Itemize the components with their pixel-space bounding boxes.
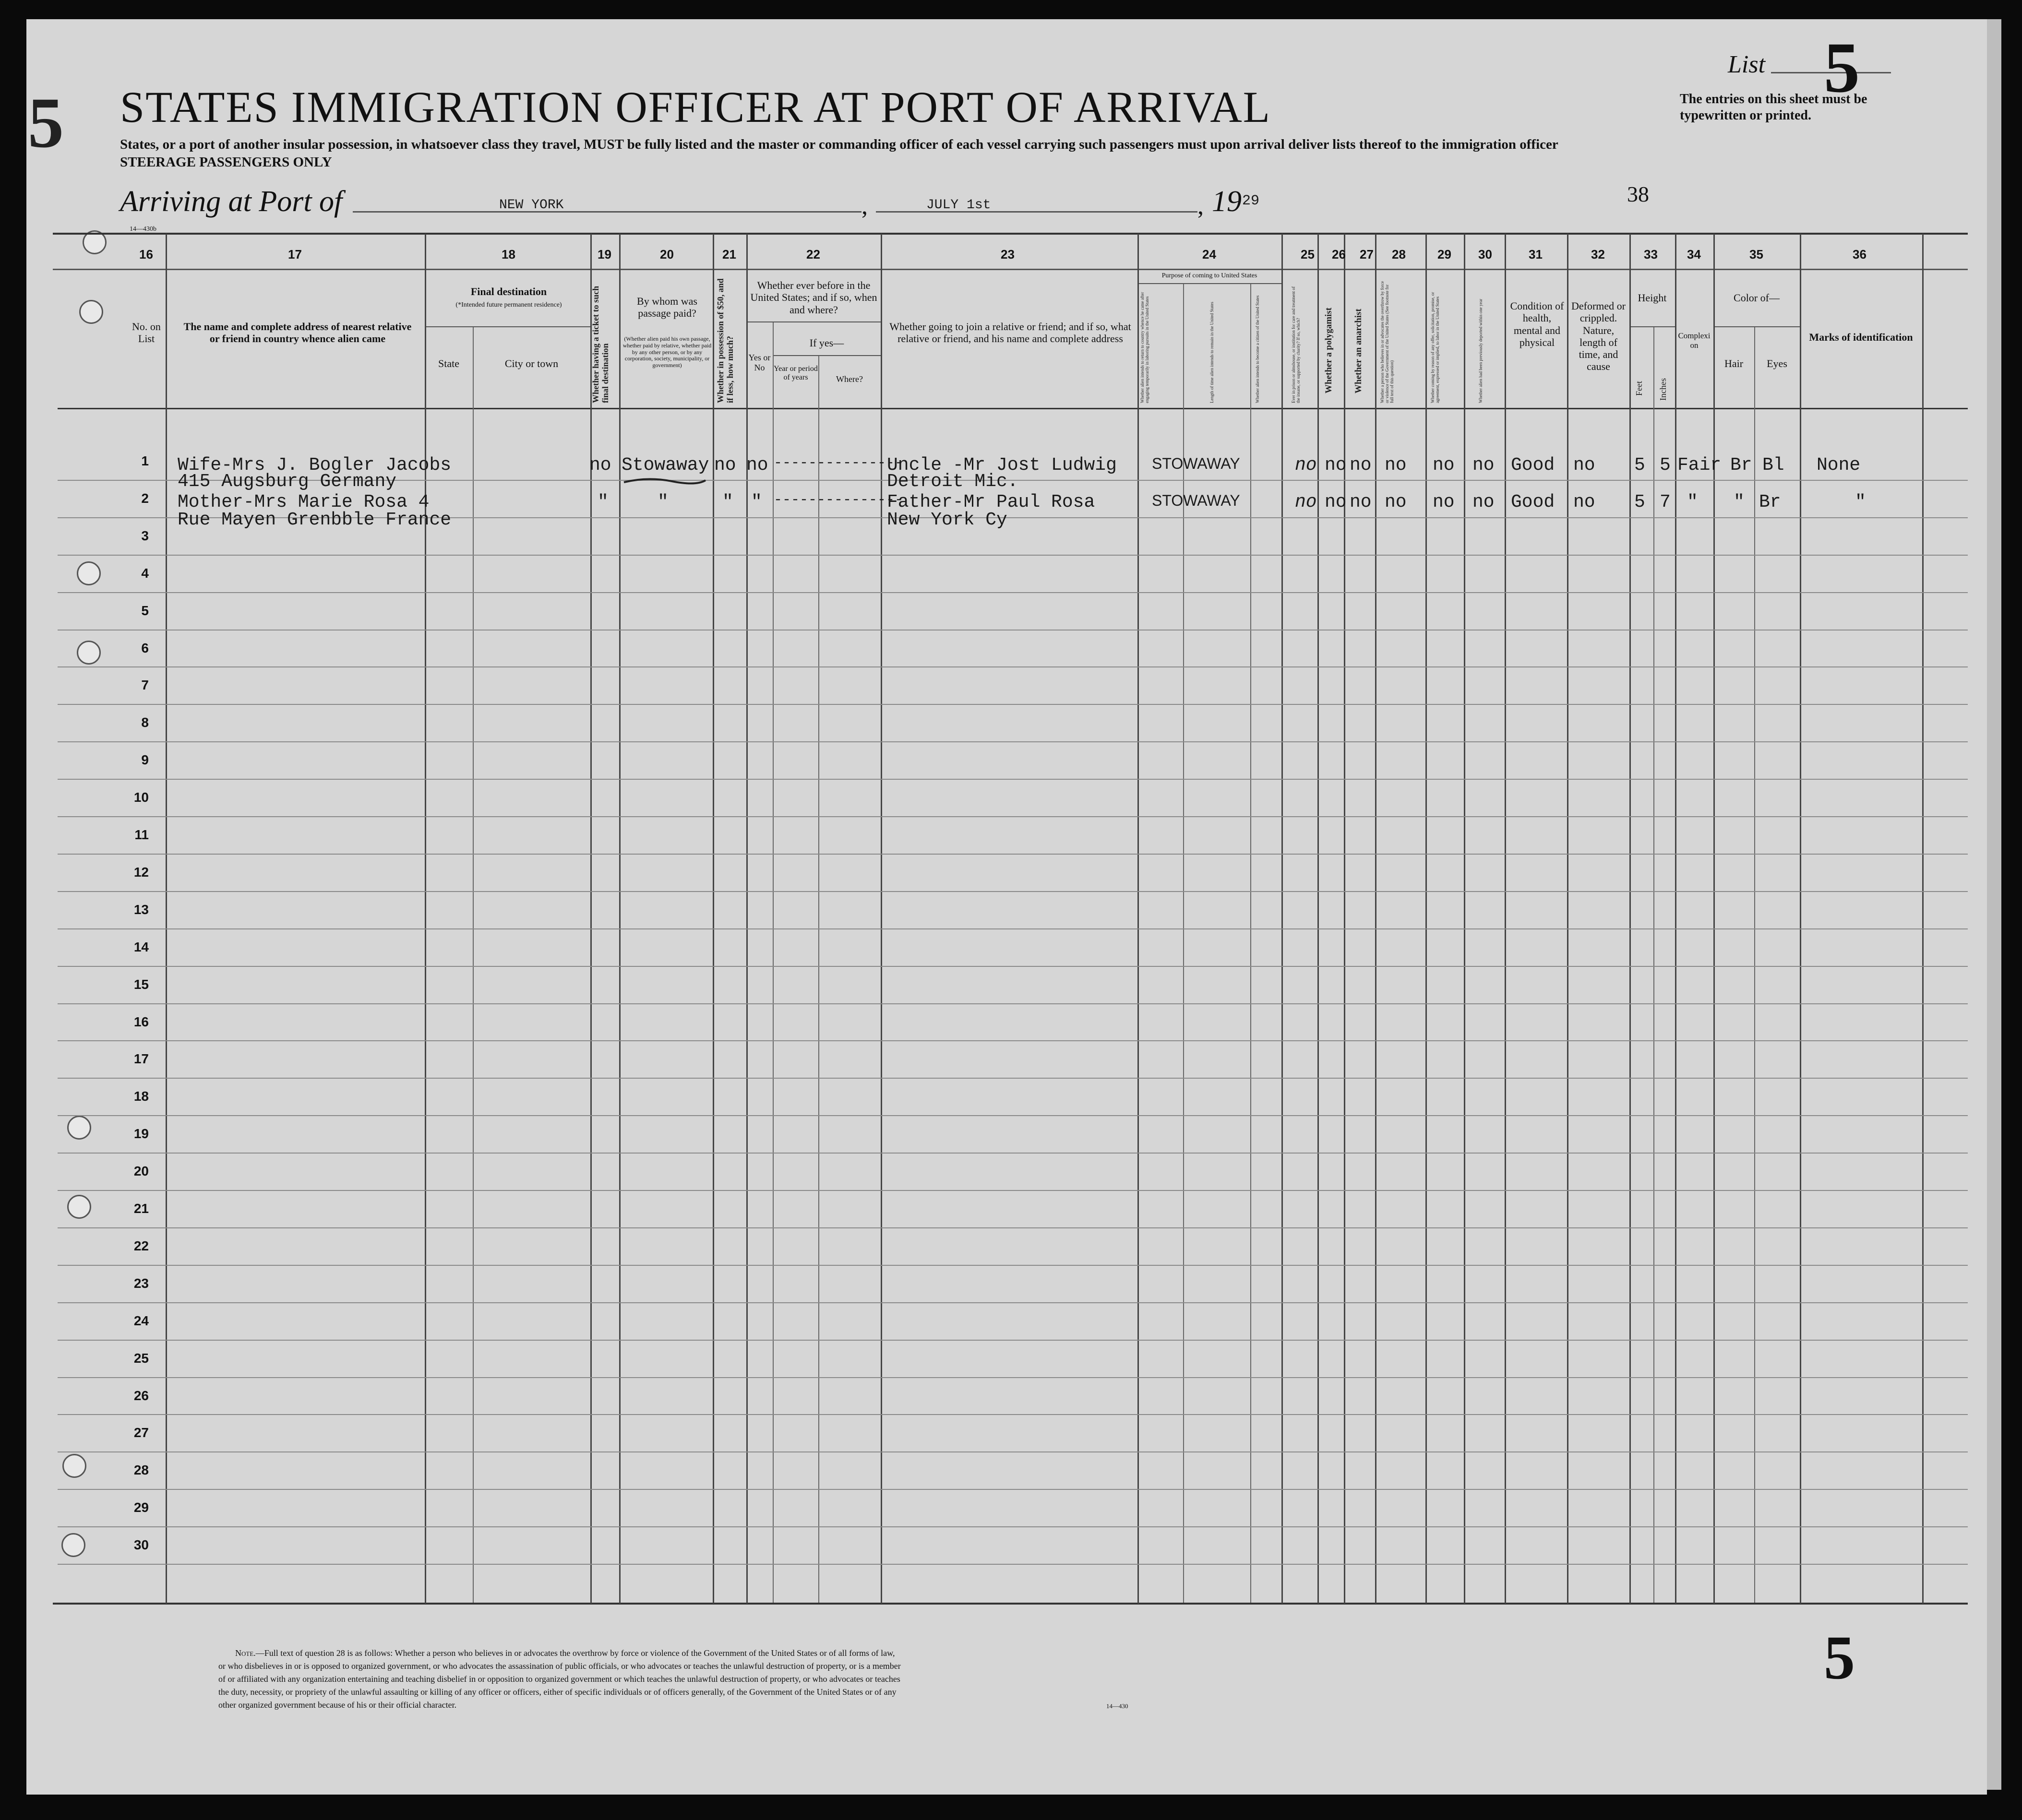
col-line [1464,234,1465,1604]
row-rule [58,1153,1968,1154]
row-number: 6 [141,640,149,655]
row-number: 7 [141,678,149,693]
row-number: 25 [133,1350,149,1366]
row1-join-line1: Uncle -Mr Jost Ludwig [887,455,1117,476]
row-rule [58,891,1968,892]
c22-subrule [746,321,881,322]
header-c22-yesno: Yes or No [748,353,771,372]
row-rule [58,1265,1968,1266]
row-rule [58,1190,1968,1191]
row2-c25: no [1295,492,1317,512]
col-number: 27 [1360,247,1374,262]
header-c25: Ever in prison or almshouse, or institution for care and treatment of the insane, or supported by charity? If so, which? [1291,286,1301,403]
header-c35-eyes: Eyes [1767,357,1787,369]
page-title: STATES IMMIGRATION OFFICER AT PORT OF ARRIVAL [120,83,1271,131]
row-number: 3 [141,528,149,543]
year-prefix: 19 [1212,185,1242,218]
header-c20: By whom was passage paid? [637,295,697,320]
handwritten-underline [619,473,715,492]
header-c22-title: Whether ever before in the United States; and if so, when and where? [750,279,877,316]
row-number: 24 [133,1313,149,1328]
col-line [166,234,167,1604]
col-number: 21 [722,247,736,262]
col-line [818,356,819,1603]
row1-c29: no [1433,455,1455,476]
footnote-line1 [235,1648,895,1658]
col-line [473,327,474,1603]
row2-c27: no [1350,492,1372,512]
col-line [1375,234,1376,1604]
col-line [1675,234,1676,1604]
row-rule [58,1078,1968,1079]
col-line [425,234,426,1604]
punch-hole [62,1454,86,1478]
row1-feet: 5 [1634,455,1645,476]
row-number: 23 [133,1275,149,1291]
typewritten-note: The entries on this sheet must be typewritten or printed. [1680,92,1867,123]
header-c33-title: Height [1638,292,1667,304]
header-c32: Deformed or crippled. Nature, length of time, and cause [1571,300,1626,373]
row-number: 16 [133,1014,149,1029]
row1-c27: no [1350,455,1372,476]
row1-c28: no [1385,455,1407,476]
row1-eyes: Bl [1762,455,1784,476]
row-number: 9 [141,752,149,768]
row1-relative-line2: 415 Augsburg Germany [178,471,397,492]
header-c35-title: Color of— [1734,292,1780,304]
col-number: 34 [1687,247,1701,262]
row-rule [58,1451,1968,1452]
row2-purpose: STOWAWAY [1152,492,1240,509]
row-rule [58,1302,1968,1303]
row1-relative-line1: Wife-Mrs J. Bogler Jacobs [178,455,452,476]
footnote-line5: other organized government because of his or their official character. [218,1700,457,1710]
punch-hole [79,300,103,324]
col-number: 33 [1644,247,1658,262]
manifest-sheet [26,19,1987,1795]
col-line [1629,234,1631,1604]
row2-relative-line2: Rue Mayen Grenbble France [178,510,452,530]
row1-purpose: STOWAWAY [1152,455,1240,472]
punch-hole [67,1195,91,1219]
left-margin-mark: 5 [28,83,64,163]
col-line [1505,234,1506,1604]
row-rule [58,555,1968,556]
header-c20-note: (Whether alien paid his own passage, whether paid by relative, whether paid by any other person, or by any corporation, society, municipality, or government) [622,335,712,369]
row-rule [58,1564,1968,1565]
header-c19: Whether having a ticket to such final destination [591,285,610,403]
punch-hole [67,1116,91,1140]
row-rule [58,704,1968,705]
row2-c30: no [1472,492,1495,512]
punch-hole [77,641,101,665]
row-rule [58,1040,1968,1041]
footnote-text: Full text of question 28 is as follows: Whether a person who believes in or advocates the overthrow by force or violence of the Government of the United States or of all forms of law, [264,1648,895,1658]
col-number: 23 [1001,247,1015,262]
row2-c26: no [1325,492,1347,512]
col-line [1567,234,1568,1604]
header-c24-title: Purpose of coming to United States [1161,272,1257,279]
row2-relative-line1: Mother-Mrs Marie Rosa 4 [178,492,430,512]
col-number: 20 [660,247,674,262]
c22-ifyes-rule [773,355,881,356]
col-number: 17 [288,247,302,262]
date-underline [876,211,1197,213]
row2-marks: " [1855,492,1866,512]
col-line [746,234,748,1604]
comma: , [861,192,868,220]
row-number: 10 [133,790,149,805]
row-rule [58,592,1968,593]
arriving-label: Arriving at Port of [120,185,343,218]
row-number: 20 [133,1164,149,1179]
footnote-line4: the duty, necessity, or propriety of the unlawful assaulting or killing of any officer or officers, either of specific individuals or of officers generally, of the Government of the United States or of any [218,1687,897,1697]
header-bottom-rule [58,408,1968,409]
row1-health: Good [1511,455,1555,476]
row-rule [58,1414,1968,1415]
row2-deformed: no [1573,492,1595,512]
row1-complexion: Fair [1677,455,1722,476]
col-line [1713,234,1715,1604]
header-class-line: STEERAGE PASSENGERS ONLY [120,155,332,170]
col-number: 35 [1749,247,1763,262]
row-rule [58,1227,1968,1228]
header-c26: Whether a polygamist [1324,307,1334,393]
col-number: 29 [1437,247,1451,262]
row-number: 1 [141,453,149,468]
col-number: 31 [1529,247,1543,262]
header-no-on-list: No. on List [132,321,161,345]
header-c18-title: Final destination [470,285,547,297]
header-c29: Whether coming by reason of any offer, solicitation, promise, or agreement, expressed or implied, to labor in the United States [1430,292,1440,403]
row-number: 26 [133,1388,149,1403]
header-c18-state: State [438,357,459,369]
col-number: 18 [502,247,515,262]
col-line [1250,284,1251,1603]
header-c22-year: Year or period of years [774,365,818,382]
col-number: 22 [806,247,820,262]
port-underline [353,211,861,213]
date-value: JULY 1st [926,198,991,213]
row2-health: Good [1511,492,1555,512]
port-value: NEW YORK [499,198,564,213]
row-number: 5 [141,603,149,618]
list-label: List [1728,51,1766,78]
header-c21: Whether in possession of $50, and if less, how much? [716,278,735,403]
row-number: 17 [133,1051,149,1067]
header-c30: Whether alien had been previously deported within one year [1478,298,1483,403]
row-number: 11 [134,827,149,842]
header-c18-note: (*Intended future permanent residence) [455,301,562,309]
row-rule [58,1340,1968,1341]
comma: , [1197,192,1204,220]
header-c36: Marks of identification [1809,331,1913,343]
col-line [1754,327,1755,1603]
row1-ticket: no [589,455,611,476]
header-c34: Complexion [1678,331,1711,350]
row-rule [58,666,1968,667]
col-line [1922,234,1924,1604]
header-c22-ifyes: If yes— [809,337,844,349]
row1-marks: None [1817,455,1861,476]
col-number: 26 [1332,247,1346,262]
col-line [1137,234,1139,1604]
row1-join-line2: Detroit Mic. [887,471,1018,492]
row2-c29: no [1433,492,1455,512]
row2-inches: 7 [1660,492,1671,512]
row2-hair: " [1734,492,1745,512]
row1-inches: 5 [1660,455,1671,476]
col-number: 32 [1591,247,1605,262]
col-line [881,234,882,1604]
header-c17: The name and complete address of nearest relative or friend in country whence alien came [183,321,412,345]
row-rule [58,816,1968,817]
row1-money: no [714,455,736,476]
row-rule [58,928,1968,929]
c18-subrule [425,326,590,327]
header-instructions: States, or a port of another insular possession, in whatsoever class they travel, MUST be fully listed and the master or commanding officer of each vessel carrying such passengers must upon arrival deliver lists thereof to the immigration officer [120,137,1558,152]
row1-dashes: --------------- [774,455,904,471]
header-c23: Whether going to join a relative or friend; and if so, what relative or friend, and his name and complete address [889,321,1131,345]
c33-subrule [1629,326,1675,327]
row-number: 28 [133,1463,149,1478]
row2-ticket: " [598,492,609,512]
row-number: 15 [133,976,149,992]
header-c18-city: City or town [504,357,559,369]
row-number: 29 [133,1500,149,1515]
col-line [1800,234,1801,1604]
row-number: 4 [141,565,149,581]
row2-complexion: " [1687,492,1698,512]
list-number: 5 [1824,28,1860,107]
col-number: 24 [1202,247,1216,262]
punch-hole [61,1533,85,1557]
row-number: 22 [133,1238,149,1253]
col-number: 16 [139,247,153,262]
form-code: 14—430b [130,226,156,233]
col-line [1425,234,1427,1604]
col-number: 19 [598,247,611,262]
row-rule [58,1377,1968,1378]
row2-dashes: --------------- [774,492,904,508]
col-line [1653,327,1654,1603]
page-number: 5 [1824,1623,1855,1692]
col-line [1317,234,1319,1604]
col-line [773,322,774,1603]
row1-hair: Br [1730,455,1752,476]
row-number: 8 [141,715,149,730]
header-c31: Condition of health, mental and physical [1510,300,1564,348]
footnote-lead: Note.— [235,1648,264,1658]
col-line [1183,284,1184,1603]
year-suffix: 29 [1242,193,1260,209]
row2-join-line2: New York Cy [887,510,1007,530]
col-line [1281,234,1283,1604]
row1-before-us: no [746,455,768,476]
row-rule [58,966,1968,967]
sheet-right-edge [1987,19,2001,1790]
row-number: 30 [133,1537,149,1553]
row-rule [58,1003,1968,1004]
col-number: 28 [1392,247,1406,262]
header-c35-hair: Hair [1724,357,1744,369]
row2-eyes: Br [1759,492,1781,512]
column-number-rule [53,269,1968,270]
footnote-code: 14—430 [1106,1702,1128,1710]
table-bottom-rule [53,1603,1968,1605]
col-number: 25 [1301,247,1315,262]
header-c33-inches: Inches [1658,378,1668,401]
row-number: 19 [133,1126,149,1142]
footnote-line2: or who disbelieves in or is opposed to organized government, or who advocates the assassination of public officials, or who advocates or teaches the unlawful destruction of property, or is a member [218,1661,901,1671]
row1-deformed: no [1573,455,1595,476]
header-c27: Whether an anarchist [1353,309,1364,393]
header-c24-c: Whether alien intends to become a citizen of the United States [1255,295,1260,403]
row2-feet: 5 [1634,492,1645,512]
row-number: 12 [133,864,149,880]
row-rule [58,854,1968,855]
row2-c28: no [1385,492,1407,512]
row1-c30: no [1472,455,1495,476]
row-rule [58,779,1968,780]
header-c33-feet: Feet [1634,381,1644,396]
col-line [619,234,621,1604]
row1-paid-by: Stowaway [622,455,709,476]
punch-hole [77,561,101,585]
c24-subrule [1137,283,1281,284]
col-number: 36 [1853,247,1866,262]
row2-paid-by: " [658,492,669,512]
row-rule [58,1489,1968,1490]
col-line [713,234,714,1604]
stamp-number: 38 [1627,182,1649,206]
row-number: 27 [133,1425,149,1440]
footnote-line3: of or affiliated with any organization entertaining and teaching disbelief in or opposition to organized government or which teaches the unlawful destruction of property, or who advocates or teaches [218,1674,900,1684]
c35-subrule [1713,326,1800,327]
header-c22-where: Where? [836,374,863,384]
header-c24-b: Length of time alien intends to remain in the United States [1209,302,1214,403]
row-number: 21 [133,1201,149,1216]
col-line [1344,234,1345,1604]
table-top-rule [53,233,1968,235]
row-number: 2 [141,490,149,506]
row2-join-line1: Father-Mr Paul Rosa [887,492,1095,512]
row-number: 14 [133,939,149,954]
row2-money: " [722,492,733,512]
col-line [590,234,592,1604]
row-number: 18 [133,1089,149,1104]
row1-c25: no [1295,455,1317,476]
row-rule [58,1115,1968,1116]
row-rule [58,741,1968,742]
row2-before-us: " [751,492,762,512]
header-c24-a: Whether alien intends to return to country whence he came after engaging temporarily in laboring pursuits in the United States [1140,292,1149,403]
row1-c26: no [1325,455,1347,476]
col-number: 30 [1478,247,1492,262]
row-rule [58,1526,1968,1527]
header-c28: Whether a person who believes in or advocates the overthrow by force or violence of the Government of the United States (See footnote for full text of this question) [1380,281,1394,403]
row-number: 13 [133,902,149,917]
